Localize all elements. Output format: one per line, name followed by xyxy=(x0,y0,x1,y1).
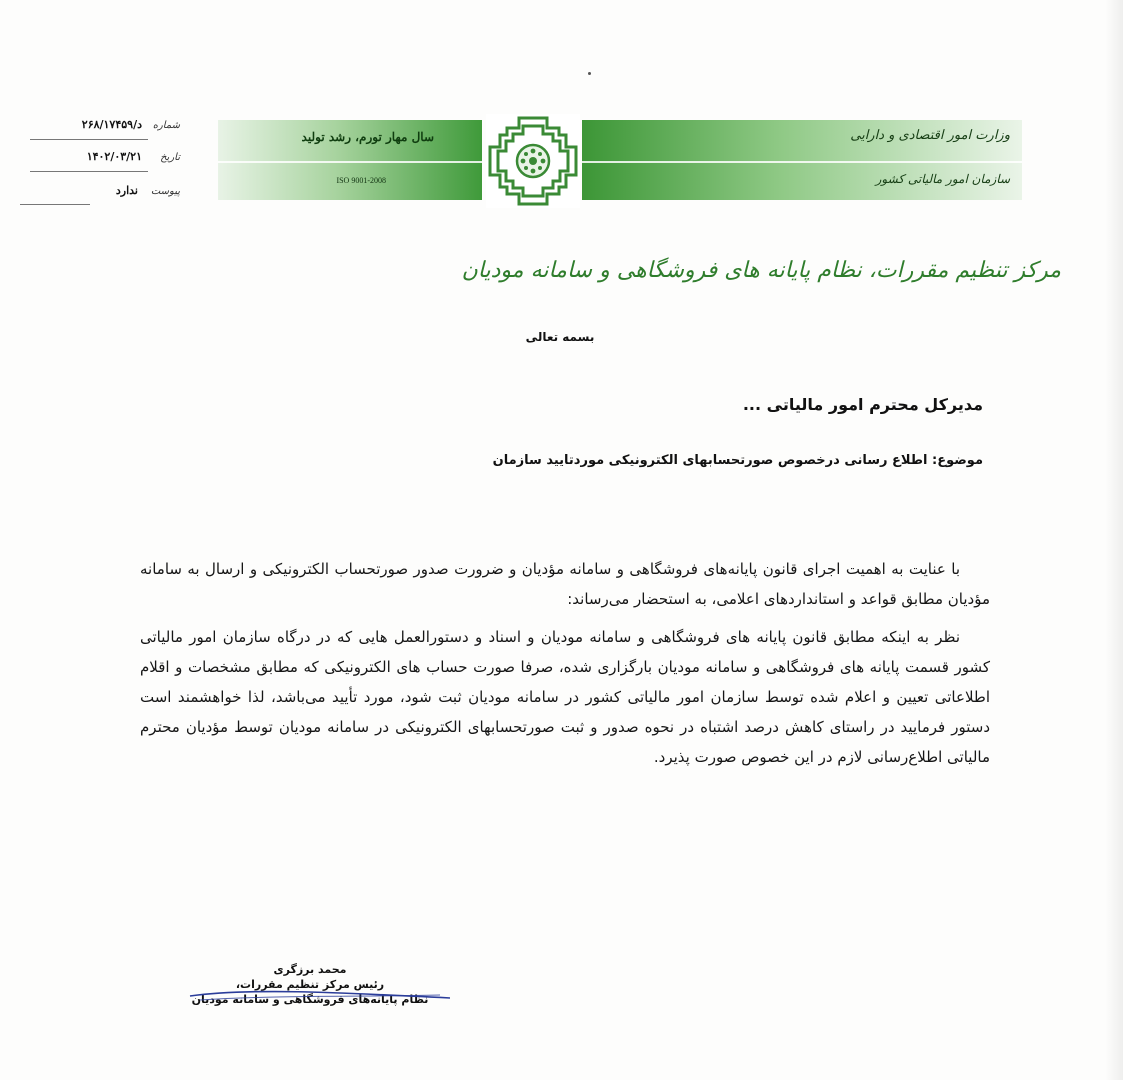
year-slogan: سال مهار تورم، رشد تولید xyxy=(301,130,434,144)
center-title: مرکز تنظیم مقررات، نظام پایانه های فروشگاهی و سامانه مودیان xyxy=(461,258,1061,283)
bismillah: بسمه تعالی xyxy=(525,330,595,344)
header-banner-left xyxy=(218,120,482,200)
reference-underline xyxy=(30,139,148,140)
scan-edge-shadow xyxy=(1105,0,1123,1080)
reference-underline xyxy=(30,171,148,172)
reference-number-value: د/۲۶۸/۱۷۴۵۹ xyxy=(81,118,142,131)
reference-date-label: تاریخ xyxy=(160,152,180,163)
banner-divider xyxy=(582,161,1022,163)
reference-number-label: شماره xyxy=(152,120,180,131)
reference-attachment xyxy=(20,184,180,204)
signatory-name: محمد برزگری xyxy=(273,963,347,976)
banner-divider xyxy=(218,161,482,163)
letter-body xyxy=(140,554,990,780)
subject-line: موضوع: اطلاع رسانی درخصوص صورتحسابهای الکترونیکی موردتایید سازمان xyxy=(492,453,983,468)
reference-date-value: ۱۴۰۲/۰۳/۲۱ xyxy=(86,150,142,163)
body-paragraph: نظر به اینکه مطابق قانون پایانه های فروشگاهی و سامانه مودیان و اسناد و دستورالعمل هایی که در درگاه سازمان امور مالیاتی کشور قسمت پایانه های فروشگاهی و سامانه مودیان بارگزاری شده، صرفا صورت حساب های الکترونیکی که مطابق مشخصات و اقلام اطلاعاتی تعیین و اعلام شده توسط سازمان امور مالیاتی کشور در سامانه مودیان ثبت شود، مورد تأیید می‌باشد، لذا خواهشمند است دستور فرمایید در راستای کاهش درصد اشتباه در نحوه صدور و ثبت صورتحسابهای الکترونیکی در سامانه مودیان توسط مؤدیان محترم مالیاتی اطلاع‌رسانی لازم در این خصوص صورت پذیرد. xyxy=(140,628,990,766)
reference-attachment-label: پیوست xyxy=(150,186,180,197)
emblem-icon xyxy=(486,114,580,208)
signatory-department: نظام پایانه‌های فروشگاهی و سامانه مودیان xyxy=(191,993,429,1006)
header-banner-right xyxy=(582,120,1022,200)
reference-underline xyxy=(20,204,90,205)
body-paragraph: با عنایت به اهمیت اجرای قانون پایانه‌های فروشگاهی و سامانه مؤدیان و ضرورت صدور صورتحساب الکترونیکی و ارسال به سامانه مؤدیان مطابق قواعد و استانداردهای اعلامی، به استحضار می‌رساند: xyxy=(140,560,990,608)
reference-attachment-value: ندارد xyxy=(115,184,138,197)
speck xyxy=(588,72,591,75)
ministry-name: وزارت امور اقتصادی و دارایی xyxy=(850,128,1010,143)
organization-name: سازمان امور مالیاتی کشور xyxy=(875,172,1010,186)
signature-block xyxy=(160,962,460,1007)
addressee: مدیرکل محترم امور مالیاتی ... xyxy=(742,395,983,414)
signature-stroke-icon xyxy=(160,962,460,1010)
signatory-title: رئیس مرکز تنظیم مقررات، xyxy=(235,978,385,991)
reference-number xyxy=(30,118,180,138)
reference-date xyxy=(30,150,180,170)
iso-certification: ISO 9001-2008 xyxy=(336,176,386,185)
